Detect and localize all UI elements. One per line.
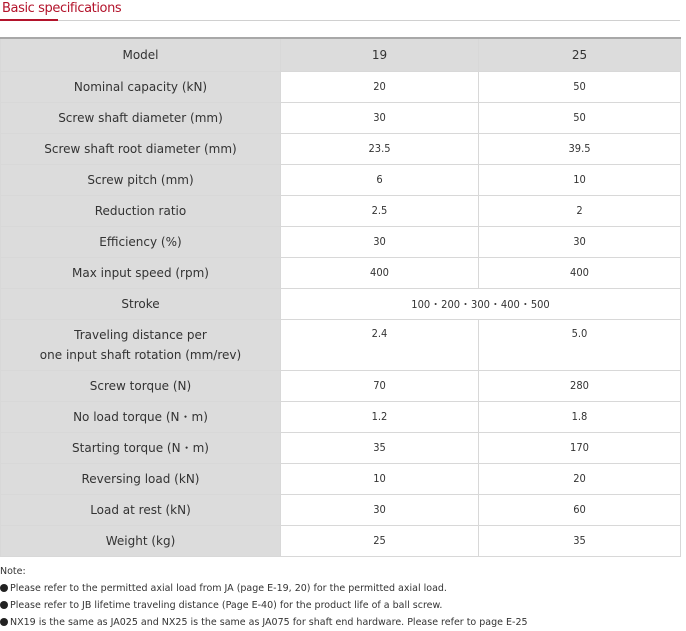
header-model-19: 19 (281, 38, 479, 71)
cell-25: 60 (479, 494, 681, 525)
cell-19: 70 (281, 370, 479, 401)
table-row (1, 195, 681, 226)
table-row (1, 432, 681, 463)
note-item (0, 580, 686, 597)
header-model: Model (1, 38, 281, 71)
table-row (1, 226, 681, 257)
row-label: Starting torque (N・m) (1, 432, 281, 463)
note-item (0, 614, 686, 631)
row-label: Screw torque (N) (1, 370, 281, 401)
table-row (1, 319, 681, 370)
black-circle-icon (0, 584, 8, 592)
notes-section (0, 563, 686, 631)
cell-25: 280 (479, 370, 681, 401)
cell-25: 30 (479, 226, 681, 257)
table-row (1, 401, 681, 432)
note-text: NX19 is the same as JA025 and NX25 is the same as JA075 for shaft end hardware. Please refer to page E-25 (10, 617, 528, 628)
cell-19: 10 (281, 463, 479, 494)
header-model-25: 25 (479, 38, 681, 71)
cell-25: 170 (479, 432, 681, 463)
row-label: Screw pitch (mm) (1, 164, 281, 195)
black-circle-icon (0, 618, 8, 626)
cell-19: 23.5 (281, 133, 479, 164)
cell-19: 30 (281, 102, 479, 133)
cell-25: 5.0 (479, 319, 681, 370)
cell-19: 400 (281, 257, 479, 288)
cell-25: 50 (479, 71, 681, 102)
note-text: Please refer to the permitted axial load from JA (page E-19, 20) for the permitted axial load. (10, 583, 447, 594)
row-label: Screw shaft diameter (mm) (1, 102, 281, 133)
cell-stroke-span: 100・200・300・400・500 (281, 288, 681, 319)
specifications-table (0, 37, 681, 557)
row-label (1, 319, 281, 370)
cell-25: 400 (479, 257, 681, 288)
black-circle-icon (0, 601, 8, 609)
row-label: Reversing load (kN) (1, 463, 281, 494)
row-label: Max input speed (rpm) (1, 257, 281, 288)
title-accent-bar (0, 19, 58, 21)
cell-19: 30 (281, 226, 479, 257)
row-label: Load at rest (kN) (1, 494, 281, 525)
row-label-line: Traveling distance per (74, 327, 207, 342)
table-row (1, 102, 681, 133)
cell-25: 1.8 (479, 401, 681, 432)
row-label: Stroke (1, 288, 281, 319)
cell-25: 50 (479, 102, 681, 133)
section-header (0, 0, 686, 24)
cell-25: 20 (479, 463, 681, 494)
cell-19: 25 (281, 525, 479, 556)
row-label-line: one input shaft rotation (mm/rev) (39, 347, 242, 362)
table-header-row (1, 38, 681, 71)
table-row (1, 370, 681, 401)
table-row (1, 288, 681, 319)
row-label: Screw shaft root diameter (mm) (1, 133, 281, 164)
section-title: Basic specifications (2, 1, 122, 16)
cell-25: 39.5 (479, 133, 681, 164)
table-row (1, 133, 681, 164)
cell-19: 2.4 (281, 319, 479, 370)
cell-19: 1.2 (281, 401, 479, 432)
cell-19: 2.5 (281, 195, 479, 226)
cell-19: 20 (281, 71, 479, 102)
row-label: No load torque (N・m) (1, 401, 281, 432)
table-row (1, 463, 681, 494)
cell-25: 10 (479, 164, 681, 195)
cell-25: 2 (479, 195, 681, 226)
row-label: Reduction ratio (1, 195, 281, 226)
table-row (1, 525, 681, 556)
note-text: Please refer to JB lifetime traveling distance (Page E-40) for the product life of a ball screw. (10, 600, 443, 611)
cell-19: 35 (281, 432, 479, 463)
note-item (0, 597, 686, 614)
cell-19: 30 (281, 494, 479, 525)
table-row (1, 494, 681, 525)
cell-19: 6 (281, 164, 479, 195)
row-label: Weight (kg) (1, 525, 281, 556)
cell-25: 35 (479, 525, 681, 556)
table-row (1, 257, 681, 288)
row-label: Nominal capacity (kN) (1, 71, 281, 102)
row-label: Efficiency (%) (1, 226, 281, 257)
table-row (1, 71, 681, 102)
table-row (1, 164, 681, 195)
notes-heading: Note: (0, 566, 26, 577)
title-divider (0, 20, 680, 21)
